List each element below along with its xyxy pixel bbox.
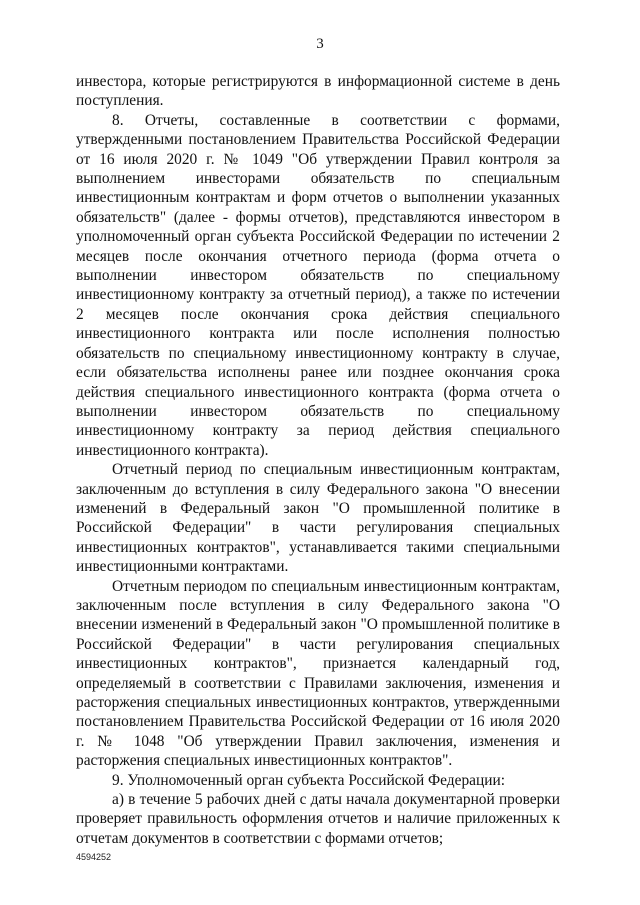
paragraph-continuation: инвестора, которые регистрируются в информационной системе в день поступления. <box>76 73 560 110</box>
paragraph-item-9a: а) в течение 5 рабочих дней с даты начала документарной проверки проверяет правильность оформления отчетов и наличие приложенных к отчетам документов в соответствии с формами отчетов; <box>76 791 560 847</box>
paragraph-reporting-period-after: Отчетным периодом по специальным инвестиционным контрактам, заключенным после вступления в силу Федерального закона "О внесении изменений в Федеральный закон "О промышленной политике в Российской Федерации" в части регулирования специальных инвестиционных контрактов", признается календарный год, определяемый в соответствии с Правилами заключения, изменения и расторжения специальных инвестиционных контрактов, утвержденными постановлением Правительства Российской Федерации от 16 июля 2020 г. № 1048 "Об утверждении Правил заключения, изменения и расторжения специальных инвестиционных контрактов". <box>76 577 560 770</box>
paragraph-reporting-period-before: Отчетный период по специальным инвестиционным контрактам, заключенным до вступления в силу Федерального закона "О внесении изменений в Федеральный закон "О промышленной политике в Российской Федерации" в части регулирования специальных инвестиционных контрактов", устанавливается такими специальными инвестиционными контрактами. <box>76 461 560 576</box>
document-body <box>76 72 560 848</box>
document-code: 4594252 <box>76 852 112 862</box>
paragraph-item-9: 9. Уполномоченный орган субъекта Российской Федерации: <box>112 771 505 789</box>
page-number: 3 <box>316 36 324 52</box>
paragraph-item-8: 8. Отчеты, составленные в соответствии с формами, утвержденными постановлением Правительства Российской Федерации от 16 июля 2020 г. № 1049 "Об утверждении Правил контроля за выполнением инвесторами обязательств по специальным инвестиционным контрактам и форм отчетов о выполнении указанных обязательств" (далее - формы отчетов), представляются инвестором в уполномоченный орган субъекта Российской Федерации по истечении 2 месяцев после окончания отчетного периода (форма отчета о выполнении инвестором обязательств по специальному инвестиционному контракту за отчетный период), а также по истечении 2 месяцев после окончания срока действия специального инвестиционного контракта или после исполнения полностью обязательств по специальному инвестиционному контракту в случае, если обязательства исполнены ранее или позднее окончания срока действия специального инвестиционного контракта (форма отчета о выполнении инвестором обязательств по специальному инвестиционному контракту за период действия специального инвестиционного контракта). <box>76 111 560 459</box>
